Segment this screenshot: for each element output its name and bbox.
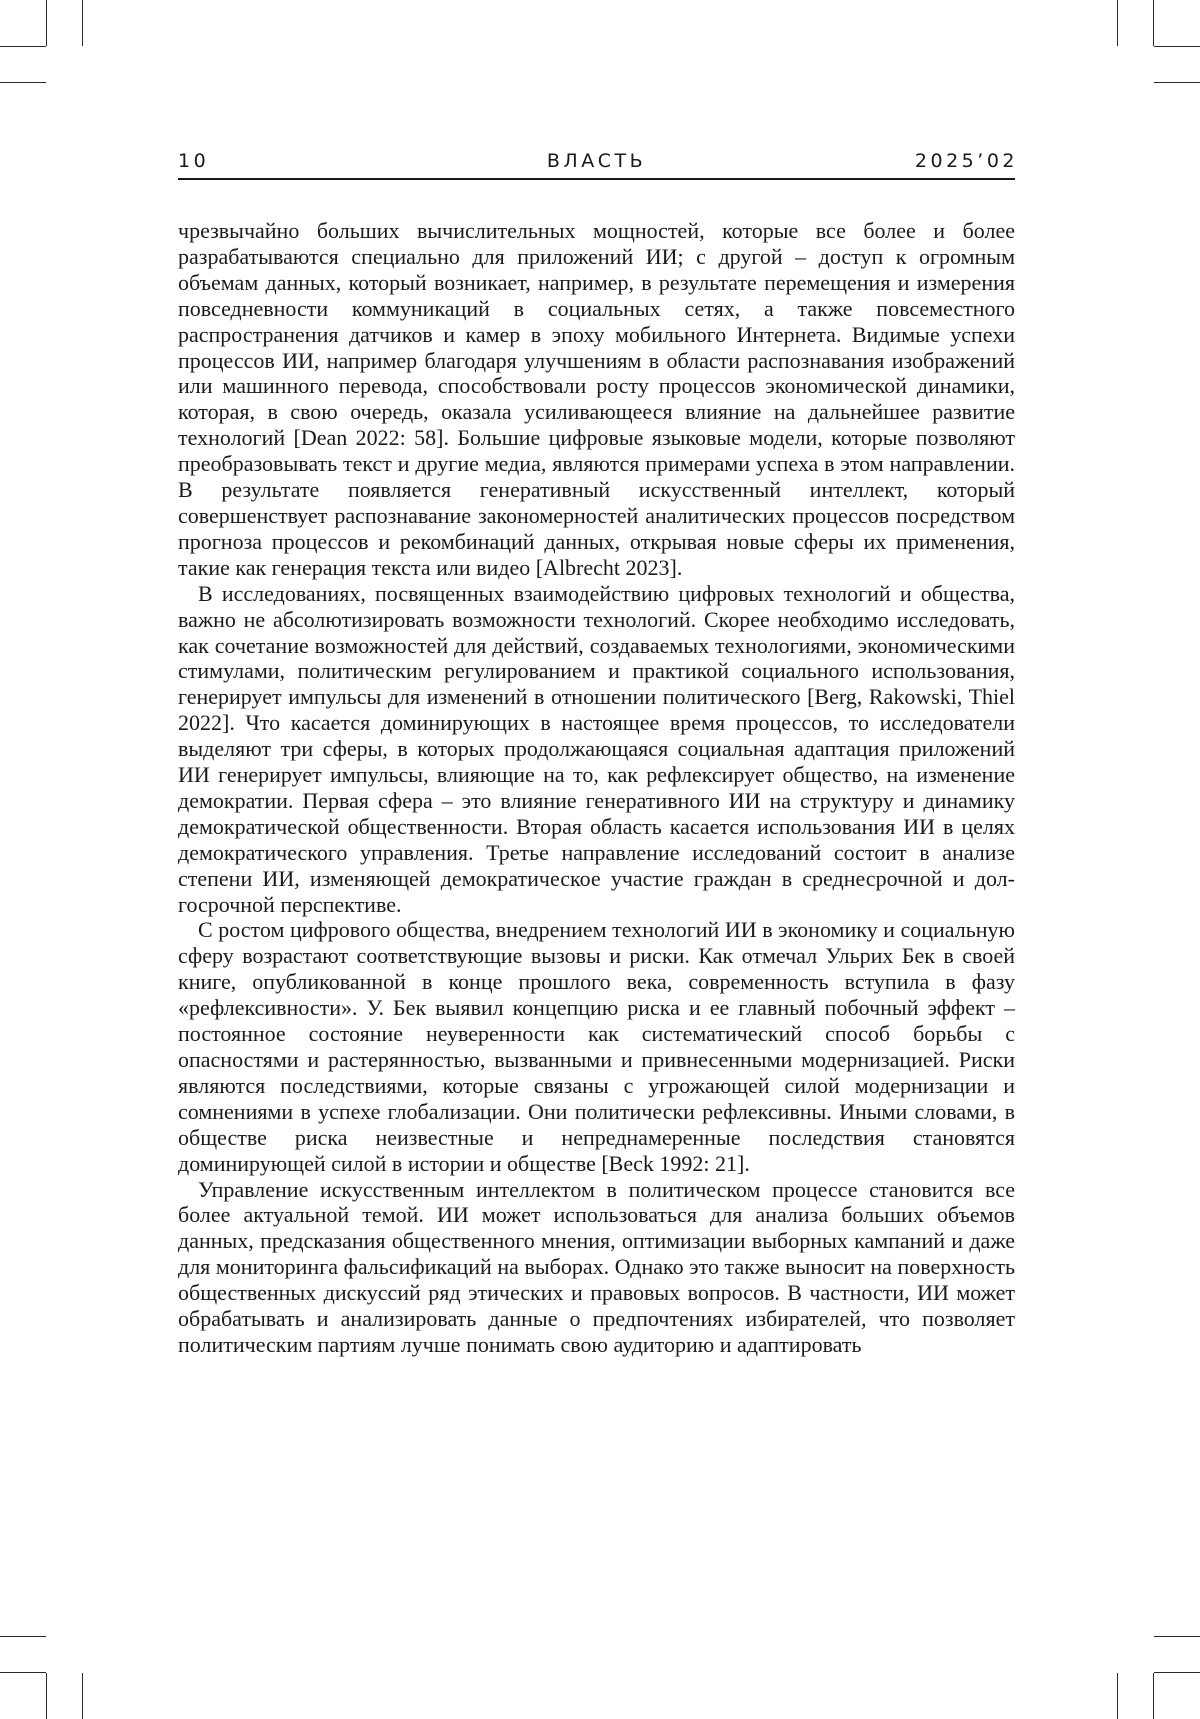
paragraph: С ростом цифрового общества, внедрением технологий ИИ в экономику и социальную сферу возрастают соответствующие вызовы и риски. Как отмечал Ульрих Бек в своей книге, опубликованной в конце прошлого века, современность вступила в фазу «рефлексивности». У. Бек выявил концепцию риска и ее главный побочный эффект – постоянное состоя­ние неуверенности как систематический способ борьбы с опасностями и растерянностью, вызванными и привнесенными модернизацией. Риски являются последствиями, которые связаны с угрожающей силой модер­низации и сомнениями в успехе глобализации. Они политически рефлек­сивны. Иными словами, в обществе риска неизвестные и непреднамерен­ные последствия становятся доминирующей силой в истории и обществе [Beck 1992: 21].	[178, 917, 1015, 1176]
paragraph: В исследованиях, посвященных взаимодействию цифровых технологий и общества, важно не абсолютизировать возможности технологий. Скорее необходимо исследовать, как сочетание возможностей для действий, созда­ваемых технологиями, экономическими стимулами, политическим регули­рованием и практикой социального использования, генерирует импульсы для изменений в отношении политического [Berg, Rakowski, Thiel 2022]. Что касается доминирующих в настоящее время процессов, то исследователи выделяют три сферы, в которых продолжающаяся социальная адаптация приложений ИИ генерирует импульсы, влияющие на то, как рефлексирует общество, на изменение демократии. Первая сфера – это влияние генера­тивного ИИ на структуру и динамику демократической общественности. Вторая область касается использования ИИ в целях демократического управления. Третье направление исследований состоит в анализе степени ИИ, изменяющей демократическое участие граждан в среднесрочной и дол­госрочной перспективе.	[178, 581, 1015, 918]
journal-title: ВЛАСТЬ	[178, 150, 1015, 172]
article-body	[178, 218, 1015, 1358]
crop-mark	[82, 0, 83, 46]
crop-mark	[1154, 1636, 1200, 1637]
crop-mark	[1117, 1673, 1118, 1719]
crop-mark	[0, 1672, 46, 1673]
paragraph: Управление искусственным интеллектом в политическом процессе ста­новится все более актуальной темой. ИИ может использоваться для ана­лиза больших объемов данных, предсказания общественного мнения, опти­мизации выборных кампаний и даже для мониторинга фальсификаций на выборах. Однако это также выносит на поверхность общественных дискус­сий ряд этических и правовых вопросов. В частности, ИИ может обрабаты­вать и анализировать данные о предпочтениях избирателей, что позволяет политическим партиям лучше понимать свою аудиторию и адаптировать	[178, 1177, 1015, 1358]
paragraph: чрезвычайно больших вычислительных мощностей, которые все более и более разрабатываются специально для приложений ИИ; с другой – доступ к огромным объемам данных, который возникает, например, в результате пере­мещения и измерения повседневности коммуникаций в социальных сетях, а также повсеместного распространения датчиков и камер в эпоху мобильного Интернета. Видимые успехи процессов ИИ, например благодаря улучше­ниям в области распознавания изображений или машинного перевода, спо­собствовали росту процессов экономической динамики, которая, в свою оче­редь, оказала усиливающееся влияние на дальнейшее развитие технологий [Dean 2022: 58]. Большие цифровые языковые модели, которые позволяют преобразовывать текст и другие медиа, являются примерами успеха в этом направлении. В результате появляется генеративный искусственный интел­лект, который совершенствует распознавание закономерностей аналитиче­ских процессов посредством прогноза процессов и рекомбинаций данных, открывая новые сферы их применения, такие как генерация текста или видео [Albrecht 2023].	[178, 218, 1015, 581]
running-head	[178, 148, 1015, 180]
crop-mark	[1153, 0, 1154, 46]
crop-mark	[1154, 46, 1200, 47]
crop-mark	[0, 1636, 46, 1637]
page-number: 10	[178, 150, 209, 172]
crop-mark	[0, 46, 46, 47]
crop-mark	[1153, 1673, 1154, 1719]
crop-mark	[46, 0, 47, 46]
crop-mark	[1117, 0, 1118, 46]
crop-mark	[1154, 1672, 1200, 1673]
crop-mark	[46, 1673, 47, 1719]
issue-number: 2025’02	[915, 150, 1018, 172]
crop-mark	[0, 82, 46, 83]
crop-mark	[82, 1673, 83, 1719]
crop-mark	[1154, 82, 1200, 83]
